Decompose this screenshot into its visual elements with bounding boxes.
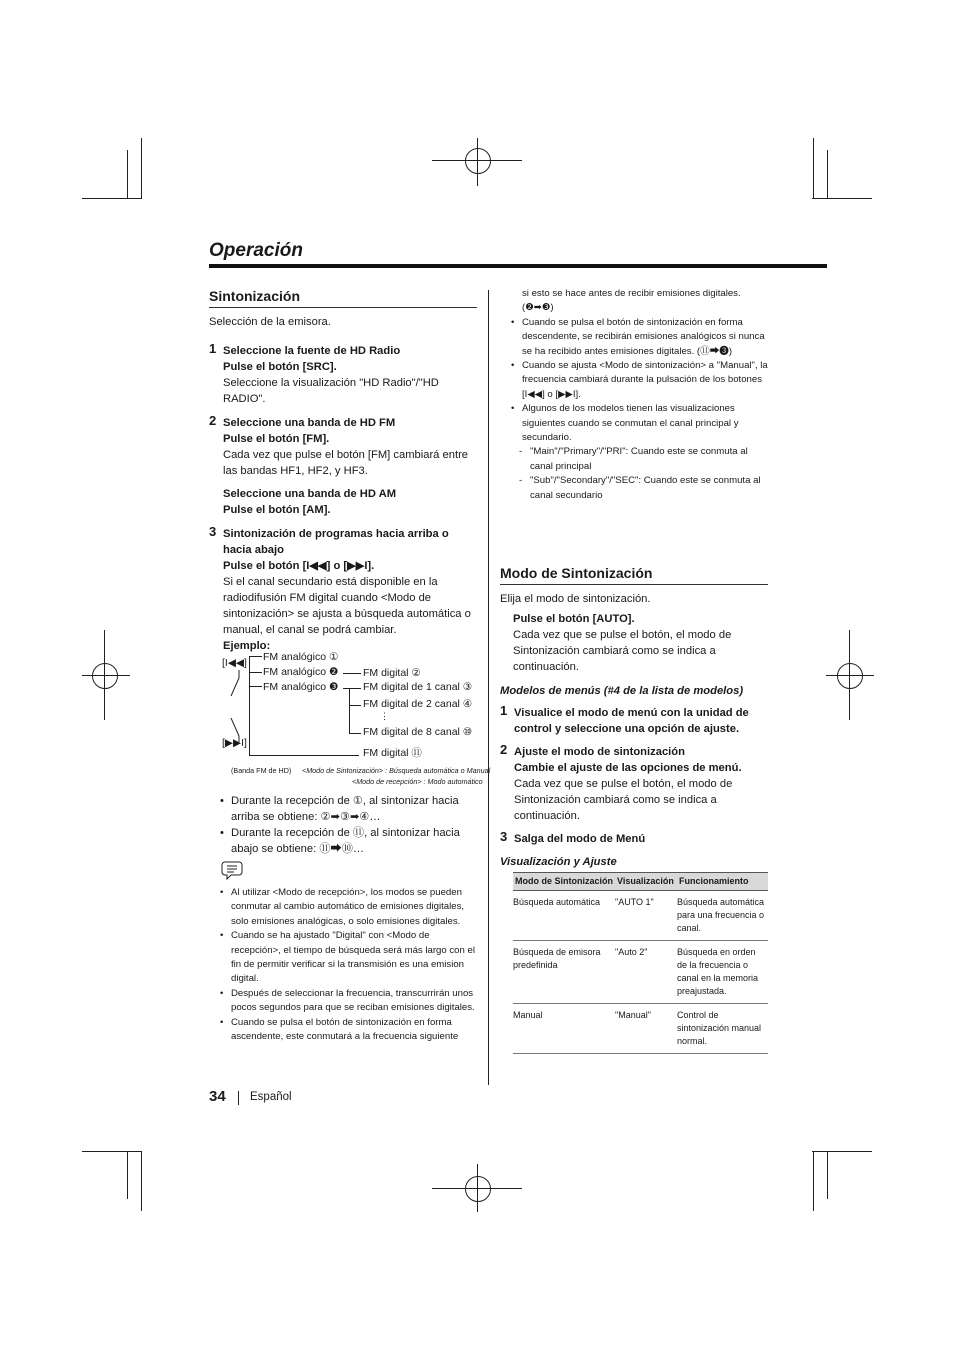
mode-table-wrap xyxy=(513,872,768,1054)
dash-item: - "Main"/"Primary"/"PRI": Cuando este se conmuta al canal principal xyxy=(510,445,768,474)
note-item: • Cuando se pulsa el botón de sintonización en forma descendente, se recibirán emisiones analógicos si nunca se ha recibido antes emisiones digitales. (⑪➡❸) xyxy=(510,316,768,359)
bullet-item: • Durante la recepción de ⑪, al sintonizar hacia abajo se obtiene: ⑪➡⑩… xyxy=(219,825,477,857)
step-heading: Ajuste el modo de sintonización xyxy=(514,746,685,758)
left-lower xyxy=(219,793,477,1044)
step-number: 1 xyxy=(209,341,217,356)
table-cell: Búsqueda automática para una frecuencia o canal. xyxy=(677,891,768,941)
table-cell: "Manual" xyxy=(615,1004,677,1054)
footer-separator xyxy=(238,1091,239,1105)
table-header: Visualización xyxy=(615,873,677,891)
step-number: 2 xyxy=(500,742,508,757)
section-heading-modo: Modo de Sintonización xyxy=(500,565,653,581)
note-item: • Al utilizar <Modo de recepción>, los modos se pueden conmutar al cambio automático de emisiones digitales, solo emisiones analógicas, o solo emisiones digitales. xyxy=(219,886,477,929)
footer-language: Español xyxy=(250,1091,292,1103)
step-number: 3 xyxy=(500,829,508,844)
table-cell: Búsqueda de emisora predefinida xyxy=(513,941,615,1004)
digital-2ch-4-label: FM digital de 2 canal ④ xyxy=(363,698,473,710)
step-heading: Visualice el modo de menú con la unidad de control y seleccione una opción de ajuste. xyxy=(514,707,749,735)
step-text: Cada vez que pulse el botón [FM] cambiará entre las bandas HF1, HF2, y HF3. xyxy=(223,449,469,477)
bullet-item: • Durante la recepción de ①, al sintonizar hacia arriba se obtiene: ②➡③➡④… xyxy=(219,793,477,825)
step-text: Si el canal secundario está disponible en la radiodifusión FM digital cuando <Modo de sintonización> se ajusta a búsqueda automática o manual, el canal se podrá cambiar. xyxy=(223,576,471,636)
step-text: Cada vez que se pulse el botón, el modo de Sintonización cambiará como se indica a continuación. xyxy=(514,778,733,822)
right-column xyxy=(500,565,768,870)
analog-2-label: FM analógico ❷ xyxy=(263,666,339,678)
example-label: Ejemplo: xyxy=(223,640,271,652)
table-header-row xyxy=(513,873,768,891)
step-heading: Seleccione una banda de HD FM xyxy=(223,417,396,429)
step-2 xyxy=(209,415,477,518)
step-3 xyxy=(209,526,477,654)
note-item: • Algunos de los modelos tienen las visualizaciones siguientes cuando se conmutan el canal principal y secundario. xyxy=(510,402,768,445)
intro-text: Elija el modo de sintonización. xyxy=(500,593,651,605)
dash-item: - "Sub"/"Secondary"/"SEC": Cuando este se conmuta al canal secundario xyxy=(510,474,768,503)
mode-note-1: <Modo de Sintonización> : Búsqueda automática o Manual xyxy=(302,766,491,775)
table-header: Modo de Sintonización xyxy=(513,873,615,891)
page-title: Operación xyxy=(209,240,303,261)
note-item: • Cuando se pulsa el botón de sintonización en forma ascendente, este conmutará a la frecuencia siguiente xyxy=(219,1016,477,1045)
column-divider xyxy=(488,290,489,1085)
analog-3-label: FM analógico ❸ xyxy=(263,681,339,693)
digital-11-label: FM digital ⑪ xyxy=(363,747,422,759)
step-number: 3 xyxy=(209,524,217,539)
dots: ⋮ xyxy=(380,711,389,721)
table-cell: Búsqueda en orden de la frecuencia o canal en la memoria preajustada. xyxy=(677,941,768,1004)
table-heading: Visualización y Ajuste xyxy=(500,856,617,868)
next-button-label: [▶▶I] xyxy=(222,737,247,749)
right-notes xyxy=(510,287,768,503)
step-heading: Seleccione la fuente de HD Radio xyxy=(223,345,401,357)
notes-list xyxy=(219,886,477,1044)
table-cell: Búsqueda automática xyxy=(513,891,615,941)
step-action: Pulse el botón [FM]. xyxy=(223,433,330,445)
step-heading-am: Seleccione una banda de HD AM xyxy=(223,488,397,500)
table-row xyxy=(513,891,768,941)
table-cell: Control de sintonización manual normal. xyxy=(677,1004,768,1054)
prev-button-label: [I◀◀] xyxy=(222,657,247,669)
title-rule xyxy=(209,264,827,268)
auto-action xyxy=(500,611,768,675)
step-heading: Salga del modo de Menú xyxy=(514,833,646,845)
auto-action-label: Pulse el botón [AUTO]. xyxy=(513,613,635,625)
analog-1-label: FM analógico ① xyxy=(263,651,339,663)
step-action: Cambie el ajuste de las opciones de menú. xyxy=(514,762,742,774)
note-icon xyxy=(221,860,243,880)
step-number: 1 xyxy=(500,703,508,718)
step-number: 2 xyxy=(209,413,217,428)
table-header: Funcionamiento xyxy=(677,873,768,891)
page-number: 34 xyxy=(209,1088,226,1105)
table-cell: Manual xyxy=(513,1004,615,1054)
step-1 xyxy=(500,705,768,737)
section-rule xyxy=(500,584,768,585)
intro-text: Selección de la emisora. xyxy=(209,316,331,328)
step-3 xyxy=(500,831,768,847)
auto-action-text: Cada vez que se pulse el botón, el modo de Sintonización cambiará como se indica a continuación. xyxy=(513,629,732,673)
digital-8ch-10-label: FM digital de 8 canal ⑩ xyxy=(363,726,473,738)
step-2 xyxy=(500,744,768,824)
step-heading: Sintonización de programas hacia arriba o hacia abajo xyxy=(223,528,449,556)
table-cell: "AUTO 1" xyxy=(615,891,677,941)
step-1 xyxy=(209,343,477,407)
band-note: (Banda FM de HD) xyxy=(231,766,292,775)
mode-note-2: <Modo de recepción> : Modo automático xyxy=(352,777,483,786)
mode-table xyxy=(513,872,768,1054)
section-heading-sintonizacion: Sintonización xyxy=(209,288,300,304)
section-rule xyxy=(209,307,477,308)
table-row xyxy=(513,941,768,1004)
menu-models-heading: Modelos de menús (#4 de la lista de modelos) xyxy=(500,685,744,697)
step-action-am: Pulse el botón [AM]. xyxy=(223,504,331,516)
digital-2-label: FM digital ② xyxy=(363,667,421,679)
left-column xyxy=(209,288,477,654)
direction-arrows xyxy=(228,670,244,742)
step-text: Seleccione la visualización "HD Radio"/"HD RADIO". xyxy=(223,377,439,405)
table-cell: "Auto 2" xyxy=(615,941,677,1004)
table-row xyxy=(513,1004,768,1054)
note-continuation: si esto se hace antes de recibir emisiones digitales. (❷➡❸) xyxy=(522,288,741,314)
note-item: • Cuando se ajusta <Modo de sintonización> a "Manual", la frecuencia cambiará durante la pulsación de los botones [I◀◀] o [▶▶I]. xyxy=(510,359,768,402)
note-item: • Cuando se ha ajustado "Digital" con <Modo de recepción>, el tiempo de búsqueda será más largo con el fin de permitir verificar si la transmisión es una emision digital. xyxy=(219,929,477,987)
step-action: Pulse el botón [I◀◀] o [▶▶I]. xyxy=(223,560,375,572)
digital-1ch-3-label: FM digital de 1 canal ③ xyxy=(363,681,473,693)
step-action: Pulse el botón [SRC]. xyxy=(223,361,337,373)
note-item: • Después de seleccionar la frecuencia, transcurrirán unos pocos segundos para que se reciban emisiones digitales. xyxy=(219,987,477,1016)
